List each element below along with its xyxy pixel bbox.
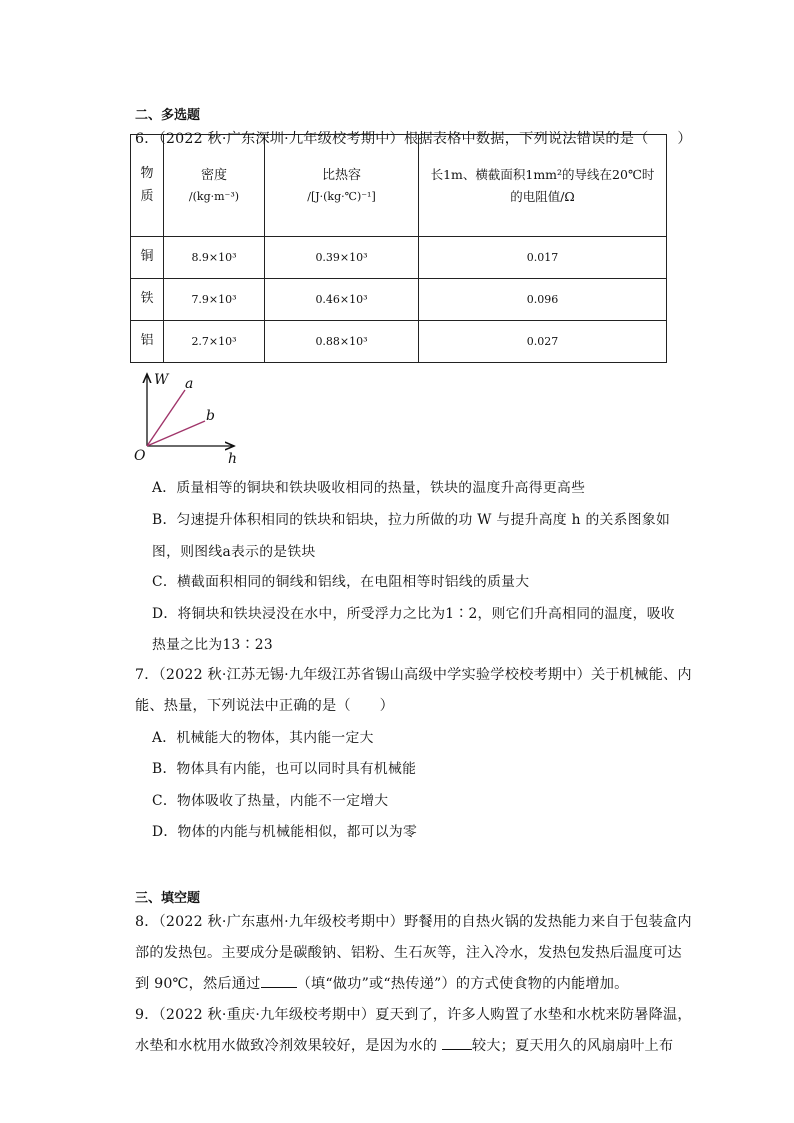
question-7-stem-line2: 能、热量，下列说法中正确的是（ ） [135,698,394,714]
question-9-line2: 水垫和水枕用水做致冷剂效果较好，是因为水的 较大；夏天用久的风扇扇叶上布 [135,1038,674,1054]
section-title-fill-in: 三、填空题 [135,891,201,906]
y-axis-label: W [154,372,169,388]
table-row [131,237,667,279]
header-substance: 物 质 [131,135,164,237]
q6-option-c: C．横截面积相同的铜线和铝线，在电阻相等时铝线的质量大 [152,574,530,590]
table-row [131,279,667,321]
cell-resistance: 0.027 [419,321,667,363]
q6-option-a: A．质量相等的铜块和铁块吸收相同的热量，铁块的温度升高得更高些 [152,480,586,496]
question-7-stem-line1: 7．（2022 秋·江苏无锡·九年级江苏省锡山高级中学实验学校校考期中）关于机械能、内 [135,667,692,683]
cell-resistance: 0.096 [419,279,667,321]
q7-option-b: B．物体具有内能，也可以同时具有机械能 [152,761,417,777]
cell-specific-heat: 0.39×10³ [265,237,419,279]
cell-density: 8.9×10³ [164,237,265,279]
origin-label: O [134,448,146,464]
answer-blank[interactable] [261,975,297,988]
cell-substance: 铜 [131,237,164,279]
header-resistance: 长1m、横截面积1mm²的导线在20℃时 的电阻值/Ω [419,135,667,237]
cell-substance: 铁 [131,279,164,321]
cell-density: 7.9×10³ [164,279,265,321]
table-row [131,321,667,363]
cell-resistance: 0.017 [419,237,667,279]
q6-option-b-line1: B．匀速提升体积相同的铁块和铝块，拉力所做的功 W 与提升高度 h 的关系图象如 [152,512,671,528]
question-8-line2: 部的发热包。主要成分是碳酸钠、铝粉、生石灰等，注入冷水，发热包发热后温度可达 [135,945,682,961]
work-height-graph [130,368,240,464]
line-a-label: a [185,376,194,392]
table-header-row [131,135,667,237]
question-9-line1: 9．（2022 秋·重庆·九年级校考期中）夏天到了，许多人购置了水垫和水枕来防暑降温， [135,1007,692,1023]
cell-specific-heat: 0.46×10³ [265,279,419,321]
answer-blank[interactable] [442,1037,472,1050]
question-6-stem: 6．（2022 秋·广东深圳·九年级校考期中）根据表格中数据，下列说法错误的是（ ） [135,131,692,147]
q6-option-d-line2: 热量之比为13∶23 [152,637,273,653]
q7-option-d: D．物体的内能与机械能相似，都可以为零 [152,824,418,840]
data-table [130,134,667,363]
cell-specific-heat: 0.88×10³ [265,321,419,363]
question-8-line1: 8．（2022 秋·广东惠州·九年级校考期中）野餐用的自热火锅的发热能力来自于包装盒内 [135,914,692,930]
q7-option-c: C．物体吸收了热量，内能不一定增大 [152,793,389,809]
cell-substance: 铝 [131,321,164,363]
question-8-line3: 到 90℃，然后通过 （填“做功”或“热传递”）的方式使食物的内能增加。 [135,976,629,992]
section-title-multiple-choice: 二、多选题 [135,108,201,123]
line-b-label: b [206,408,215,424]
q6-option-b-line2: 图，则图线a表示的是铁块 [152,544,316,560]
q6-option-d-line1: D．将铜块和铁块浸没在水中，所受浮力之比为1∶2，则它们升高相同的温度，吸收 [152,606,675,622]
x-axis-label: h [228,451,238,464]
q7-option-a: A．机械能大的物体，其内能一定大 [152,730,374,746]
header-density: 密度 /(kg·m⁻³) [164,135,265,237]
header-specific-heat: 比热容 /[J·(kg·℃)⁻¹] [265,135,419,237]
cell-density: 2.7×10³ [164,321,265,363]
